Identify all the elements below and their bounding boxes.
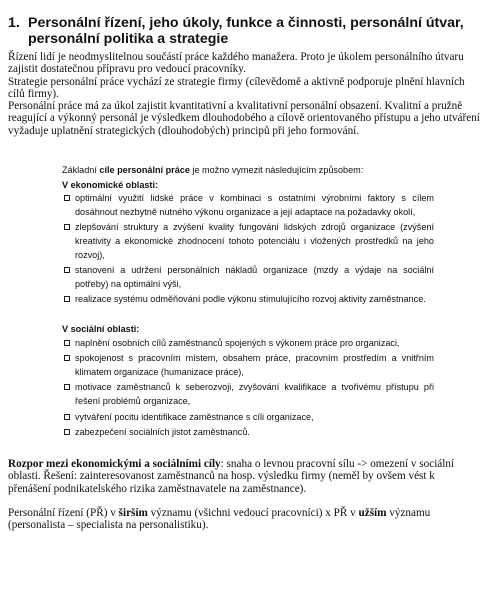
list-item-text: motivace zaměstnanců k seberozvoji, zvyšování kvalifikace a tvořivému přístupu při řešení problémů organizace, [75,382,434,406]
list-item [62,293,434,307]
checkbox-icon [64,340,70,346]
scope-bold-2: užším [358,506,387,519]
goals-lead-start: Základní [62,165,100,175]
checkbox-icon [64,384,70,390]
goals-block [62,164,434,442]
list-item [62,352,434,379]
list-item-text: naplnění osobních cílů zaměstnanců spojených s výkonem práce pro organizaci, [75,337,400,348]
checkbox-icon [64,296,70,302]
scope-bold-1: širším [118,506,148,519]
goals-lead-end: je možno vymezit následujícím způsobem: [189,165,364,175]
list-item [62,192,434,219]
checkbox-icon [64,414,70,420]
checkbox-icon [64,267,70,273]
checkbox-icon [64,224,70,230]
list-item [62,411,434,425]
economic-heading: V ekonomické oblasti: [62,179,159,190]
conflict-text: : snaha o levnou pracovní sílu -> omezení v sociální oblasti. Řešení: zainteresovanost zaměstnanců na hosp. výsledku firmy (neměl by ovšem vést k přenášení podnikatelského rizika zaměstnavatele na zaměstnance). [8,458,455,495]
list-item [62,426,434,440]
list-item [62,264,434,291]
goals-lead [62,164,434,178]
social-list [62,337,434,440]
intro-text [8,51,482,137]
intro-paragraph-3: Personální práce má za úkol zajistit kvantitativní a kvalitativní personální obsazení. Kvalitní a pružně reagující a výkonný personál je výsledkem dlouhodobého a cílově orientovaného přístupu a jeho utváření vyžaduje uplatnění strategických (dlouhodobých) principů při jeho formování. [8,100,480,137]
economic-list [62,192,434,307]
scope-text-1: Personální řízení (PŘ) v [8,506,119,519]
section-heading [8,15,478,47]
list-item-text: stanovení a udržení personálních nákladů organizace (mzdy a výdaje na sociální potřeby) na optimální výši, [75,265,434,289]
list-item [62,381,434,408]
intro-paragraph-2: Strategie personální práce vychází ze strategie firmy (cílevědomě a aktivně podporuje plnění hlavních cílů firmy). [8,75,465,100]
scope-text-3: významu (personalista – specialista na personalistiku). [8,506,431,532]
list-item-text: realizace systému odměňování podle výkonu stimulujícího rozvoj aktivity zaměstnance. [75,294,426,305]
list-item-text: zlepšování struktury a zvýšení kvality fungování lidských zdrojů organizace (zvýšení kreativity a ekonomické zhodnocení tohoto potenciálu i vložených prostředků na jeho rozvoj), [75,222,434,260]
closing-text [8,458,480,531]
goals-lead-bold: cíle personální práce [99,165,190,175]
list-item [62,337,434,351]
list-item [62,221,434,262]
list-item-text: vytváření pocitu identifikace zaměstnance s cíli organizace, [75,411,314,422]
intro-paragraph-1: Řízení lidí je neodmyslitelnou součástí práce každého manažera. Proto je úkolem personálního útvaru zajistit dostatečnou přípravu pro vedoucí pracovníky. [8,51,464,76]
checkbox-icon [64,355,70,361]
conflict-paragraph [8,458,480,495]
section-title: Personální řízení, jeho úkoly, funkce a činnosti, personální útvar, personální politika a strategie [28,15,464,47]
scope-text-2: významu (všichni vedoucí pracovníci) x PŘ v [147,506,359,519]
list-item-text: zabezpečení sociálních jistot zaměstnanců. [75,427,250,438]
checkbox-icon [64,429,70,435]
conflict-title: Rozpor mezi ekonomickými a sociálními cíly [8,458,221,470]
scope-paragraph [8,507,480,532]
list-item-text: optimální využití lidské práce v kombinaci s ostatními výrobními faktory s cílem dosáhnout nezbytně nutného výkonu organizace a její adaptace na požadavky okolí, [75,193,434,217]
list-item-text: spokojenost s pracovním místem, obsahem práce, pracovním prostředím a vnitřním klimatem organizace (humanizace práce), [75,353,434,377]
social-heading: V sociální oblasti: [62,323,140,334]
section-number: 1. [8,15,20,31]
checkbox-icon [64,195,70,201]
